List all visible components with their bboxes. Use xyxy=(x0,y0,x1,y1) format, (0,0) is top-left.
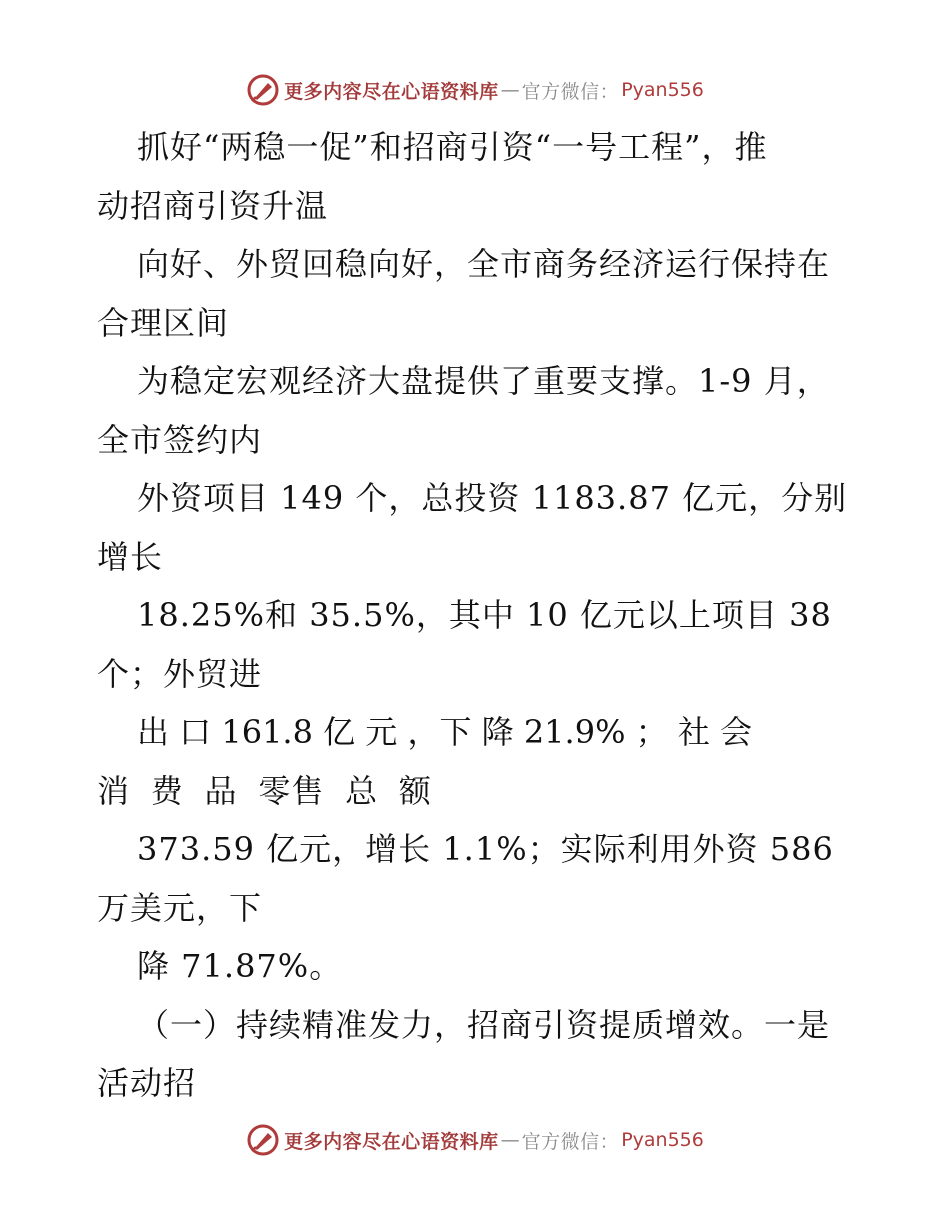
pen-nib-logo-icon xyxy=(246,1123,280,1157)
text-line: 18.25%和 35.5%，其中 10 亿元以上项目 38 xyxy=(137,596,832,634)
text-line: 消 费 品 零售 总 额 xyxy=(97,771,432,810)
banner-wechat-id: Pyan556 xyxy=(621,1129,704,1151)
banner-separator: — xyxy=(500,79,520,101)
footer-watermark-banner xyxy=(0,1118,950,1162)
text-line: 个；外贸进 xyxy=(97,654,263,693)
text-line: 合理区间 xyxy=(97,303,230,342)
text-line: 活动招 xyxy=(97,1064,197,1102)
text-line: 万美元，下 xyxy=(97,888,263,927)
text-line: 373.59 亿元，增长 1.1%；实际利用外资 586 xyxy=(137,830,834,868)
banner-text: 更多内容尽在心语资料库 xyxy=(284,80,499,103)
text-line: 全市签约内 xyxy=(97,420,263,459)
text-line: 向好、外贸回稳向好，全市商务经济运行保持在 xyxy=(137,245,831,283)
text-line: 外资项目 149 个，总投资 1183.87 亿元，分别 xyxy=(137,479,848,517)
text-line: 动招商引资升温 xyxy=(97,186,329,225)
banner-wechat-id: Pyan556 xyxy=(621,79,704,101)
banner-separator: — xyxy=(500,1129,520,1151)
text-line: （一）持续精准发力，招商引资提质增效。一是 xyxy=(137,1005,831,1044)
text-line: 出 口 161.8 亿 元 ，下 降 21.9% ； 社 会 xyxy=(137,713,752,751)
banner-label: 官方微信： xyxy=(521,80,620,103)
banner-label: 官方微信： xyxy=(521,1130,620,1153)
text-line: 为稳定宏观经济大盘提供了重要支撑。1-9 月， xyxy=(137,362,830,400)
document-body xyxy=(97,118,857,1113)
pen-nib-logo-icon xyxy=(246,73,280,107)
text-line: 降 71.87%。 xyxy=(137,947,343,985)
banner-text: 更多内容尽在心语资料库 xyxy=(284,1130,499,1153)
text-line: 增长 xyxy=(97,537,164,576)
text-line: 抓好“两稳一促”和招商引资“一号工程”，推 xyxy=(137,128,768,166)
header-watermark-banner xyxy=(0,68,950,112)
